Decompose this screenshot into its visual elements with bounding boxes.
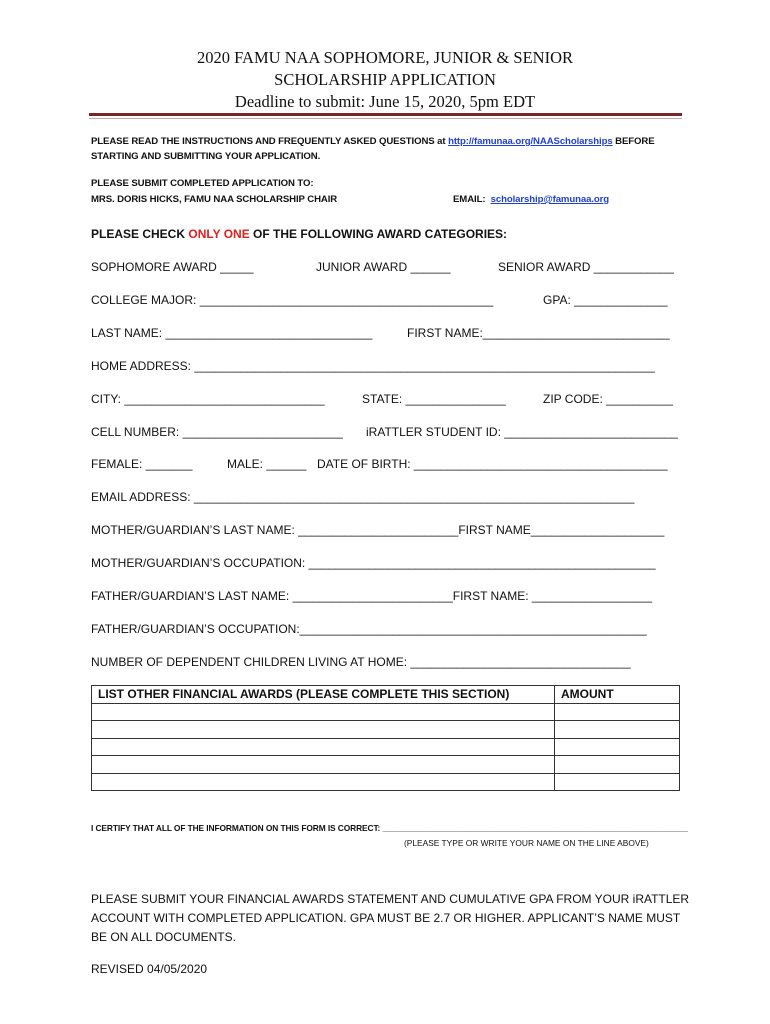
city-field[interactable]: CITY: ______________________________	[91, 392, 325, 406]
female-field[interactable]: FEMALE: _______	[91, 457, 193, 471]
submit-to-heading: PLEASE SUBMIT COMPLETED APPLICATION TO:	[91, 178, 314, 189]
header-rule	[89, 113, 682, 116]
header-rule-thin	[89, 118, 682, 119]
email-link[interactable]: scholarship@famunaa.org	[490, 194, 610, 205]
mother-occupation-field[interactable]: MOTHER/GUARDIAN’S OCCUPATION: ____________________________________________________	[91, 556, 656, 570]
table-row[interactable]	[92, 773, 680, 791]
title-line-1: 2020 FAMU NAA SOPHOMORE, JUNIOR & SENIOR	[196, 48, 574, 67]
certify-note: (PLEASE TYPE OR WRITE YOUR NAME ON THE LINE ABOVE)	[404, 838, 649, 848]
date-of-birth-field[interactable]: DATE OF BIRTH: ______________________________________	[317, 457, 668, 471]
certify-line[interactable]: I CERTIFY THAT ALL OF THE INFORMATION ON THIS FORM IS CORRECT: ___________________________________________________________________	[91, 823, 688, 833]
amount-cell[interactable]	[555, 773, 680, 791]
chair-email	[453, 194, 609, 205]
deadline: Deadline to submit: June 15, 2020, 5pm EDT	[234, 92, 536, 111]
home-address-field[interactable]: HOME ADDRESS: _____________________________________________________________________	[91, 359, 655, 373]
zip-code-field[interactable]: ZIP CODE: __________	[543, 392, 673, 406]
award-cell[interactable]	[92, 703, 555, 721]
table-row[interactable]	[92, 703, 680, 721]
first-name-field[interactable]: FIRST NAME:____________________________	[407, 326, 670, 340]
amount-cell[interactable]	[555, 721, 680, 739]
revised-date: REVISED 04/05/2020	[91, 962, 208, 976]
amount-cell[interactable]	[555, 756, 680, 774]
award-cell[interactable]	[92, 721, 555, 739]
chair-name: MRS. DORIS HICKS, FAMU NAA SCHOLARSHIP CHAIR	[91, 194, 338, 205]
senior-award-field[interactable]: SENIOR AWARD ____________	[498, 260, 674, 274]
amount-cell[interactable]	[555, 738, 680, 756]
award-cell[interactable]	[92, 738, 555, 756]
gpa-field[interactable]: GPA: ______________	[543, 293, 668, 307]
instructions-line-2: STARTING AND SUBMITTING YOUR APPLICATION.	[91, 151, 321, 162]
amount-cell[interactable]	[555, 703, 680, 721]
last-name-field[interactable]: LAST NAME: _______________________________	[91, 326, 373, 340]
male-field[interactable]: MALE: ______	[227, 457, 307, 471]
instructions-line-1	[91, 136, 655, 147]
sophomore-award-field[interactable]: SOPHOMORE AWARD _____	[91, 260, 254, 274]
email-address-field[interactable]: EMAIL ADDRESS: __________________________________________________________________	[91, 490, 635, 504]
cell-number-field[interactable]: CELL NUMBER: ________________________	[91, 425, 343, 439]
awards-column-header: LIST OTHER FINANCIAL AWARDS (PLEASE COMPLETE THIS SECTION)	[92, 686, 555, 704]
award-check-prefix: PLEASE CHECK	[91, 227, 189, 241]
father-last-name-field[interactable]: FATHER/GUARDIAN’S LAST NAME: ________________________FIRST NAME: __________________	[91, 589, 653, 603]
award-cell[interactable]	[92, 756, 555, 774]
instructions-text: PLEASE READ THE INSTRUCTIONS AND FREQUENTLY ASKED QUESTIONS at	[91, 136, 449, 147]
instructions-text-after: BEFORE	[612, 136, 655, 147]
table-header-row	[92, 686, 680, 704]
scholarships-link[interactable]: http://famunaa.org/NAAScholarships	[448, 136, 613, 147]
table-row[interactable]	[92, 756, 680, 774]
award-check-suffix: OF THE FOLLOWING AWARD CATEGORIES:	[249, 227, 508, 241]
title-line-2: SCHOLARSHIP APPLICATION	[274, 70, 496, 89]
table-row[interactable]	[92, 721, 680, 739]
junior-award-field[interactable]: JUNIOR AWARD ______	[316, 260, 451, 274]
college-major-field[interactable]: COLLEGE MAJOR: ____________________________________________	[91, 293, 494, 307]
state-field[interactable]: STATE: _______________	[362, 392, 506, 406]
father-occupation-field[interactable]: FATHER/GUARDIAN’S OCCUPATION:____________________________________________________	[91, 622, 647, 636]
amount-column-header: AMOUNT	[555, 686, 680, 704]
mother-last-name-field[interactable]: MOTHER/GUARDIAN’S LAST NAME: ________________________FIRST NAME____________________	[91, 523, 665, 537]
financial-awards-table	[91, 685, 680, 791]
email-label: EMAIL:	[453, 194, 486, 205]
award-check-emphasis: ONLY ONE	[188, 227, 250, 241]
table-row[interactable]	[92, 738, 680, 756]
award-cell[interactable]	[92, 773, 555, 791]
award-check-heading	[91, 227, 507, 241]
irattler-id-field[interactable]: iRATTLER STUDENT ID: __________________________	[366, 425, 678, 439]
dependent-children-field[interactable]: NUMBER OF DEPENDENT CHILDREN LIVING AT HOME: _________________________________	[91, 655, 631, 669]
submit-note: PLEASE SUBMIT YOUR FINANCIAL AWARDS STATEMENT AND CUMULATIVE GPA FROM YOUR iRATTLER ACCOUNT WITH COMPLETED APPLICATION. GPA MUST BE 2.7 OR HIGHER. APPLICANT’S NAME MUST BE ON ALL DOCUMENTS.	[91, 892, 690, 944]
